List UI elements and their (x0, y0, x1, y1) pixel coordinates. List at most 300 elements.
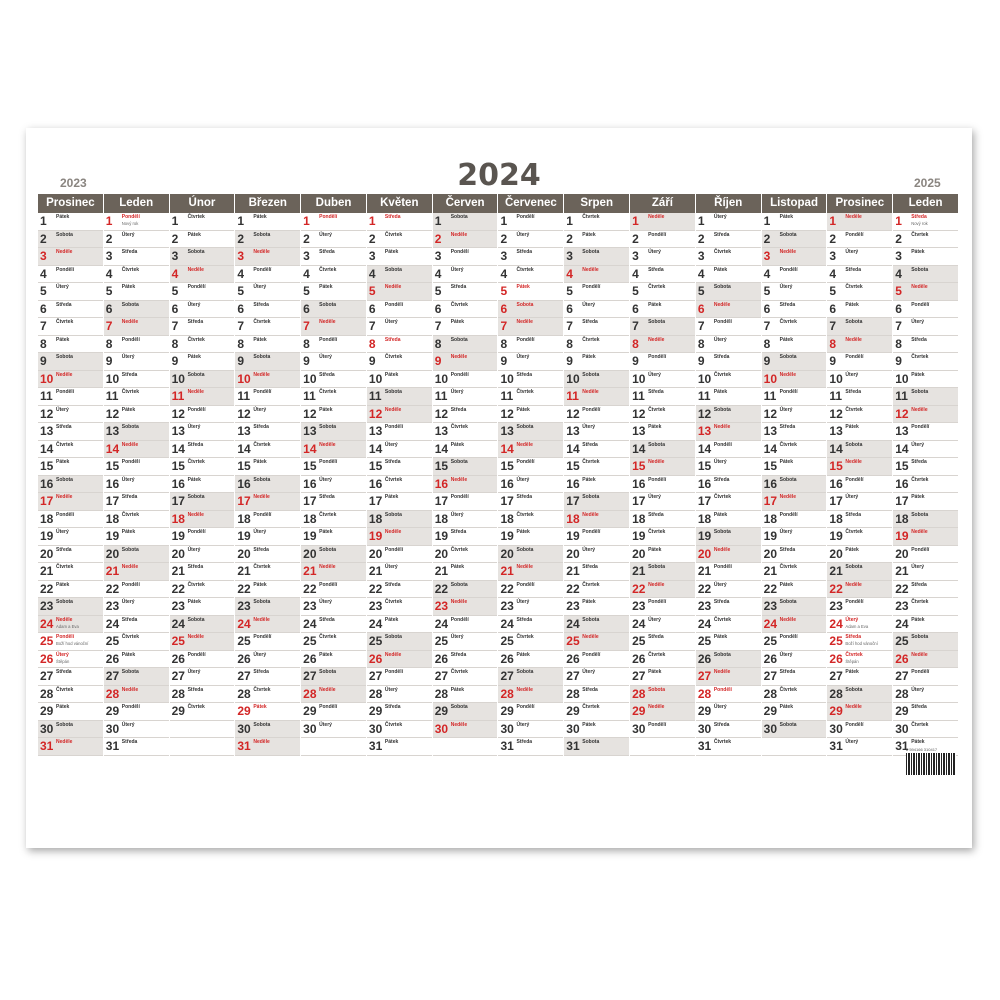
day-number: 31 (105, 739, 120, 753)
day-number: 22 (697, 581, 712, 596)
day-name: Středa (516, 739, 533, 745)
day-name: Čtvrtek (384, 721, 403, 728)
day-name: Pátek (187, 354, 201, 360)
day-cell (301, 301, 366, 319)
day-name: Neděle (253, 249, 270, 255)
day-number: 11 (632, 389, 645, 403)
day-number: 30 (829, 721, 843, 736)
day-name: Čtvrtek (845, 284, 863, 290)
day-name: Úterý (319, 354, 332, 360)
day-cell (893, 721, 958, 739)
day-number: 15 (237, 459, 251, 473)
day-name: Sobota (582, 249, 600, 255)
day-name: Středa (648, 389, 664, 395)
day-name: Pondělí (648, 231, 667, 238)
day-number: 7 (763, 319, 771, 333)
day-number: 15 (895, 459, 909, 473)
day-number: 28 (105, 686, 120, 701)
day-cell (762, 703, 827, 721)
day-number: 28 (368, 686, 383, 701)
month-column (630, 194, 695, 756)
day-number: 15 (40, 459, 54, 473)
day-number: 22 (829, 581, 843, 596)
day-cell (433, 388, 498, 406)
day-number: 16 (566, 476, 580, 491)
day-number: 4 (566, 266, 573, 281)
day-cell (104, 266, 169, 284)
day-number: 4 (763, 266, 771, 281)
day-name: Neděle (187, 266, 204, 273)
day-cell (235, 721, 300, 739)
day-cell (498, 493, 563, 511)
day-name: Čtvrtek (121, 634, 140, 640)
day-number: 25 (566, 634, 580, 648)
day-cell (564, 231, 629, 249)
day-name: Pátek (845, 546, 859, 553)
day-name: Středa (713, 599, 730, 605)
day-number: 18 (632, 511, 646, 526)
day-number: 31 (566, 739, 580, 753)
day-cell (630, 721, 695, 739)
day-number: 27 (632, 669, 646, 683)
day-cell (104, 546, 169, 564)
day-cell (170, 598, 235, 616)
day-name: Úterý (319, 599, 332, 605)
day-name: Čtvrtek (121, 389, 140, 395)
day-cell (433, 336, 498, 354)
day-number: 16 (697, 476, 712, 491)
day-name: Středa (121, 616, 138, 623)
day-cell (235, 703, 300, 721)
day-cell (433, 441, 498, 459)
day-name: Neděle (56, 249, 73, 255)
day-name: Neděle (648, 459, 665, 465)
day-cell (827, 686, 892, 704)
day-cell (762, 581, 827, 599)
day-name: Pondělí (319, 704, 338, 710)
day-name: Úterý (384, 564, 398, 570)
day-cell (301, 423, 366, 441)
day-cell (104, 598, 169, 616)
day-cell (367, 546, 432, 564)
day-name: Úterý (582, 669, 596, 675)
day-number: 7 (105, 319, 113, 333)
wall-calendar (26, 128, 972, 848)
day-cell (367, 248, 432, 266)
day-name: Pátek (516, 651, 530, 658)
day-number: 9 (500, 354, 508, 368)
day-cell (827, 633, 892, 651)
day-cell (170, 616, 235, 634)
day-name: Pátek (911, 494, 925, 500)
day-number: 23 (632, 599, 646, 613)
day-number: 10 (500, 371, 514, 386)
day-name: Úterý (713, 704, 727, 710)
day-cell (762, 388, 827, 406)
day-cell (762, 441, 827, 459)
empty-cell (170, 738, 235, 756)
day-name: Pátek (845, 669, 859, 675)
day-name: Čtvrtek (911, 476, 929, 483)
day-number: 22 (237, 581, 251, 596)
day-number: 27 (303, 669, 317, 683)
day-cell (38, 511, 103, 529)
day-name: Sobota (911, 266, 929, 273)
day-number: 22 (105, 581, 120, 596)
day-name: Pátek (121, 651, 136, 658)
day-name: Neděle (582, 389, 599, 395)
day-number: 15 (500, 459, 514, 473)
day-cell (762, 248, 827, 266)
day-name: Pondělí (121, 214, 140, 220)
day-cell (696, 493, 761, 511)
day-cell (564, 633, 629, 651)
day-number: 24 (895, 616, 909, 631)
day-number: 9 (434, 354, 442, 368)
day-name: Úterý (384, 319, 398, 325)
day-number: 10 (566, 371, 580, 386)
month-column (893, 194, 958, 756)
day-cell (893, 213, 958, 231)
day-name: Pondělí (582, 529, 601, 535)
day-number: 9 (632, 354, 639, 368)
day-number: 22 (763, 581, 777, 596)
day-cell (235, 441, 300, 459)
day-number: 2 (237, 231, 245, 246)
day-name: Středa (779, 301, 796, 308)
day-cell (433, 458, 498, 476)
day-number: 9 (697, 354, 705, 368)
day-cell (564, 388, 629, 406)
day-cell (498, 353, 563, 371)
day-cell (235, 388, 300, 406)
month-column (498, 194, 563, 756)
day-name: Sobota (779, 231, 797, 238)
day-number: 19 (632, 529, 646, 543)
day-number: 18 (105, 511, 120, 526)
day-name: Středa (187, 319, 204, 325)
day-cell (433, 563, 498, 581)
day-number: 26 (500, 651, 514, 666)
day-name: Středa (187, 564, 204, 570)
day-number: 17 (697, 494, 712, 508)
day-name: Pondělí (582, 284, 601, 290)
day-name: Neděle (121, 564, 139, 570)
day-name: Pátek (648, 546, 662, 553)
day-name: Pátek (319, 406, 333, 413)
day-number: 21 (763, 564, 777, 578)
day-cell (498, 301, 563, 319)
day-cell (893, 458, 958, 476)
day-number: 24 (171, 616, 185, 631)
month-header: Srpen (564, 194, 629, 213)
day-name: Neděle (121, 441, 139, 448)
day-number: 2 (40, 231, 47, 246)
day-number: 15 (303, 459, 317, 473)
day-name: Čtvrtek (450, 424, 468, 430)
day-name: Sobota (253, 599, 271, 605)
day-number: 20 (697, 546, 712, 561)
day-number: 8 (368, 336, 376, 351)
day-number: 10 (895, 371, 909, 386)
day-number: 16 (368, 476, 383, 491)
day-name: Středa (911, 581, 927, 588)
day-name: Sobota (648, 564, 666, 570)
day-cell (367, 231, 432, 249)
day-name: Pondělí (253, 511, 272, 518)
day-cell (104, 686, 169, 704)
day-cell (235, 633, 300, 651)
day-number: 2 (697, 231, 705, 246)
day-number: 19 (895, 529, 909, 543)
day-cell (170, 248, 235, 266)
day-name: Pátek (713, 634, 728, 640)
day-name: Úterý (450, 511, 464, 518)
day-number: 26 (895, 651, 909, 666)
day-cell (104, 423, 169, 441)
day-cell (38, 686, 103, 704)
day-number: 6 (40, 301, 47, 316)
day-name: Neděle (779, 616, 797, 623)
day-number: 30 (237, 721, 251, 736)
day-name: Úterý (56, 284, 69, 290)
day-name: Pondělí (911, 424, 930, 430)
day-number: 1 (763, 214, 771, 228)
day-cell (301, 493, 366, 511)
day-name: Neděle (713, 301, 731, 308)
day-number: 10 (171, 371, 185, 386)
day-cell (827, 371, 892, 389)
day-name: Sobota (121, 669, 139, 675)
day-number: 17 (171, 494, 185, 508)
day-number: 3 (40, 249, 47, 263)
day-cell (498, 528, 563, 546)
day-cell (696, 388, 761, 406)
day-number: 4 (171, 266, 179, 281)
day-number: 5 (105, 284, 113, 298)
day-number: 17 (632, 494, 646, 508)
day-number: 4 (829, 266, 837, 281)
day-cell (38, 248, 103, 266)
day-cell (301, 231, 366, 249)
day-cell (564, 458, 629, 476)
day-cell (827, 511, 892, 529)
day-number: 17 (566, 494, 580, 508)
day-number: 6 (368, 301, 376, 316)
day-name: Sobota (56, 721, 73, 728)
day-name: Úterý (187, 669, 201, 675)
day-name: Pondělí (121, 459, 140, 465)
day-cell (564, 406, 629, 424)
day-number: 20 (434, 546, 449, 561)
day-name: Sobota (253, 476, 271, 483)
day-name: Středa (253, 669, 269, 675)
day-cell (827, 476, 892, 494)
month-header: Listopad (762, 194, 827, 213)
day-cell (104, 563, 169, 581)
day-number: 6 (237, 301, 245, 316)
day-cell (564, 686, 629, 704)
day-name: Sobota (121, 546, 139, 553)
day-cell (170, 493, 235, 511)
day-name: Úterý (911, 441, 924, 448)
day-name: Pondělí (516, 214, 535, 220)
day-number: 8 (40, 336, 47, 351)
day-name: Neděle (516, 564, 533, 570)
day-name: Úterý (253, 406, 267, 413)
day-number: 5 (566, 284, 573, 298)
empty-cell (630, 738, 695, 756)
day-name: Čtvrtek (450, 669, 468, 675)
day-name: Úterý (450, 266, 464, 273)
day-number: 17 (500, 494, 514, 508)
day-number: 4 (895, 266, 902, 281)
day-cell (630, 528, 695, 546)
day-cell (367, 301, 432, 319)
day-cell (893, 406, 958, 424)
day-cell (104, 248, 169, 266)
day-cell (38, 353, 103, 371)
day-name: Úterý (516, 354, 530, 360)
day-cell (38, 423, 103, 441)
day-cell (696, 528, 761, 546)
day-name: Neděle (713, 669, 731, 675)
month-column (367, 194, 432, 756)
day-name: Pátek (582, 231, 596, 238)
day-number: 27 (829, 669, 843, 683)
day-name: Neděle (779, 249, 797, 255)
day-cell (498, 546, 563, 564)
day-cell (498, 423, 563, 441)
day-number: 3 (368, 249, 376, 263)
day-name: Pátek (516, 529, 530, 535)
day-name: Čtvrtek (713, 616, 732, 623)
day-name: Pátek (582, 599, 596, 605)
day-cell (498, 248, 563, 266)
day-name: Úterý (911, 686, 924, 693)
day-cell (433, 511, 498, 529)
day-number: 25 (303, 634, 317, 648)
day-number: 17 (434, 494, 449, 508)
day-cell (38, 668, 103, 686)
day-cell (301, 633, 366, 651)
day-name: Neděle (779, 371, 797, 378)
day-number: 29 (171, 704, 185, 718)
day-name: Pondělí (187, 284, 206, 290)
day-name: Pátek (845, 301, 859, 308)
day-name: Čtvrtek (516, 511, 534, 518)
day-name: Středa (779, 546, 796, 553)
day-name: Pátek (648, 424, 662, 430)
day-cell (367, 353, 432, 371)
day-cell (170, 441, 235, 459)
day-number: 20 (895, 546, 909, 561)
day-cell (630, 598, 695, 616)
month-header: Leden (893, 194, 958, 213)
day-cell (630, 336, 695, 354)
day-cell (235, 528, 300, 546)
day-number: 5 (763, 284, 771, 298)
day-number: 21 (40, 564, 54, 578)
day-name: Sobota (121, 301, 139, 308)
day-number: 29 (434, 704, 449, 718)
day-name: Pondělí (384, 546, 403, 553)
day-number: 11 (237, 389, 251, 403)
day-name: Pátek (319, 651, 333, 658)
day-cell (564, 703, 629, 721)
day-cell (170, 651, 235, 669)
day-cell (893, 581, 958, 599)
day-cell (367, 738, 432, 756)
day-number: 24 (632, 616, 646, 631)
day-number: 20 (40, 546, 54, 561)
day-cell (762, 476, 827, 494)
day-number: 8 (566, 336, 573, 351)
day-number: 9 (368, 354, 376, 368)
day-number: 13 (763, 424, 777, 438)
day-cell (38, 301, 103, 319)
day-cell (235, 213, 300, 231)
day-name: Středa (384, 581, 401, 588)
day-number: 19 (368, 529, 383, 543)
day-number: 6 (566, 301, 573, 316)
day-name: Pondělí (450, 494, 469, 500)
day-name: Pondělí (713, 441, 732, 448)
day-name: Sobota (779, 476, 797, 483)
day-number: 1 (697, 214, 705, 228)
day-cell (235, 458, 300, 476)
day-name: Pondělí (319, 459, 338, 465)
day-number: 26 (368, 651, 383, 666)
day-number: 14 (105, 441, 120, 456)
day-number: 30 (105, 721, 120, 736)
day-number: 30 (500, 721, 514, 736)
day-number: 25 (434, 634, 449, 648)
day-name: Pátek (779, 581, 793, 588)
day-number: 18 (763, 511, 777, 526)
day-name: Neděle (450, 721, 468, 728)
day-cell (170, 266, 235, 284)
day-cell (170, 633, 235, 651)
day-number: 2 (105, 231, 113, 246)
day-number: 27 (697, 669, 712, 683)
day-name: Středa (384, 704, 401, 710)
day-number: 11 (171, 389, 185, 403)
day-name: Sobota (516, 301, 534, 308)
day-cell (696, 283, 761, 301)
day-name: Čtvrtek (911, 231, 929, 238)
day-number: 15 (829, 459, 843, 473)
day-number: 8 (434, 336, 442, 351)
day-number: 26 (40, 651, 54, 666)
day-cell (104, 616, 169, 634)
day-cell (170, 388, 235, 406)
day-number: 22 (895, 581, 909, 596)
day-number: 18 (303, 511, 317, 526)
day-number: 10 (763, 371, 777, 386)
day-name: Pondělí (582, 406, 601, 413)
day-cell (564, 721, 629, 739)
day-cell (433, 283, 498, 301)
day-name: Sobota (713, 651, 731, 658)
day-number: 27 (105, 669, 120, 683)
day-name: Sobota (384, 266, 402, 273)
day-cell (235, 248, 300, 266)
day-name: Sobota (648, 319, 666, 325)
day-number: 10 (237, 371, 251, 386)
day-cell (433, 371, 498, 389)
day-number: 23 (566, 599, 580, 613)
